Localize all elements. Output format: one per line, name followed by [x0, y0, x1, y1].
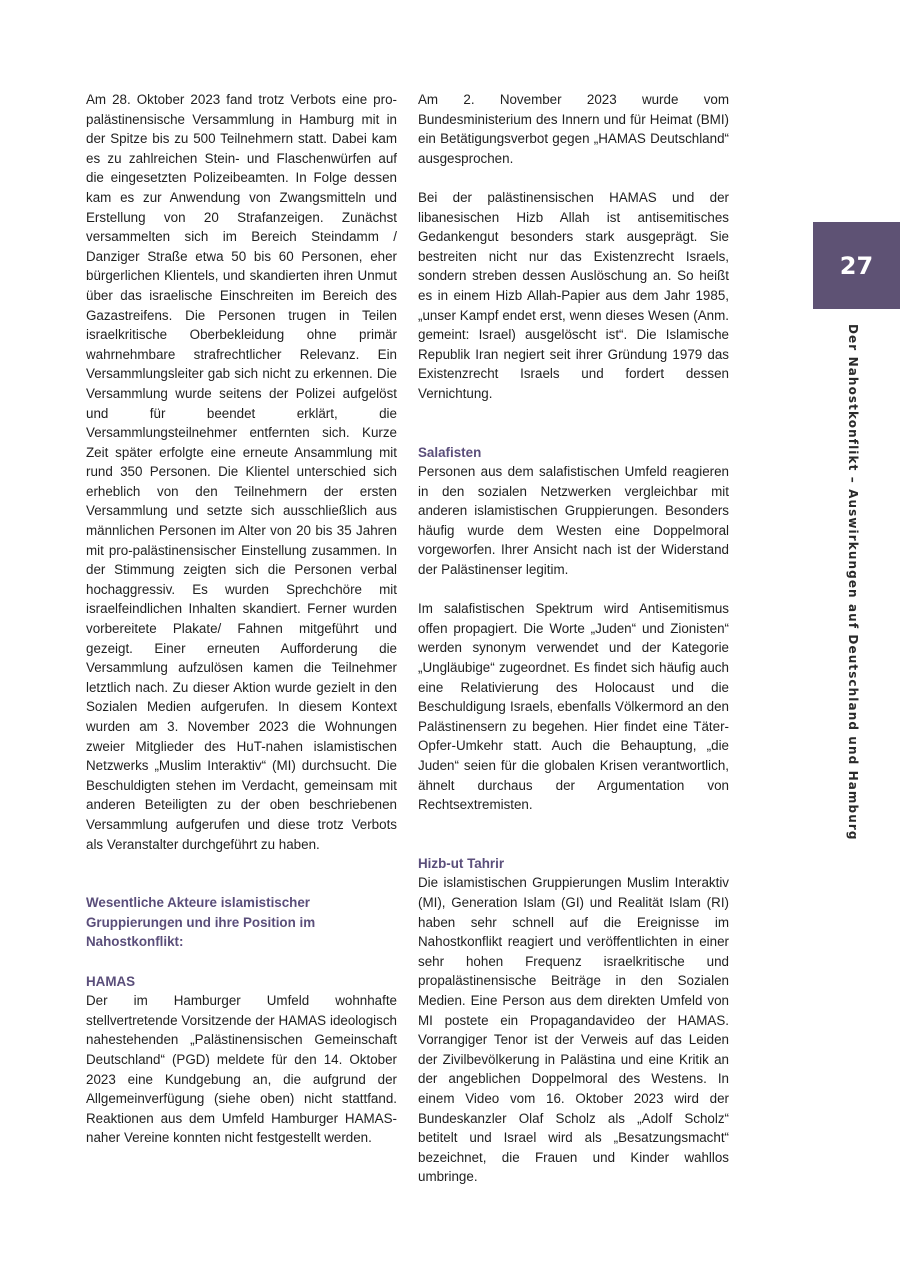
running-title: Der Nahostkonflikt – Auswirkungen auf Deutschland und Hamburg [846, 324, 860, 841]
heading-hamas: HAMAS [86, 973, 136, 989]
paragraph-salafisten-antisemitism: Im salafistischen Spektrum wird Antisemitismus offen propagiert. Die Worte „Juden“ und Zionisten“ werden synonym verwendet und der Kategorie „Ungläubige“ zugeordnet. Es findet sich häufig auch eine Relativierung des Holocaust und die Beschuldigung Israels, ebenfalls Völkermord an den Palästinensern zu begehen. Hier findet eine Täter-Opfer-Umkehr statt. Auch die Behauptung, „die Juden“ seien für die globalen Krisen verantwortlich, ähnelt durchaus der Argumentation von Rechtsextremisten. [418, 601, 729, 813]
heading-key-actors: Wesentliche Akteure islamistischer Gruppierungen und ihre Position im Nahostkonflikt: [86, 895, 316, 950]
left-column [86, 90, 397, 1148]
spacer [418, 815, 729, 854]
spacer [86, 854, 397, 893]
page-number-tab [813, 222, 900, 309]
heading-salafisten: Salafisten [418, 444, 482, 460]
right-column [418, 90, 729, 1187]
paragraph-hamas: Der im Hamburger Umfeld wohnhafte stellvertretende Vorsitzende der HAMAS ideologisch nahestehenden „Palästinensischen Gemeinschaft Deutschland“ (PGD) meldete für den 14. Oktober 2023 eine Kundgebung an, die aufgrund der Allgemeinverfügung (siehe oben) nicht stattfand. Reaktionen aus dem Umfeld Hamburger HAMAS-naher Vereine konnten nicht festgestellt werden. [86, 993, 397, 1146]
heading-hizb-ut-tahrir: Hizb-ut Tahrir [418, 855, 505, 871]
spacer [418, 404, 729, 443]
spacer [86, 952, 397, 972]
paragraph-hizb-ut-tahrir: Die islamistischen Gruppierungen Muslim Interaktiv (MI), Generation Islam (GI) und Realität Islam (RI) haben sehr schnell auf die Ereignisse im Nahostkonflikt reagiert und veröffentlichten in einer sehr hohen Frequenz israelkritische und propalästinensische Beiträge in den Sozialen Medien. Eine Person aus dem direkten Umfeld von MI postete ein Propagandavideo der HAMAS. Vorrangiger Tenor ist der Verweis auf das Leiden der Zivilbevölkerung in Palästina und eine Kritik an der angeblichen Doppelmoral des Westens. In einem Video vom 16. Oktober 2023 wird der Bundeskanzler Olaf Scholz als „Adolf Scholz“ betitelt und Israel wird als „Besatzungsmacht“ bezeichnet, die Frauen und Kinder wahllos umbringe. [418, 875, 729, 1185]
paragraph-bmi-ban: Am 2. November 2023 wurde vom Bundesministerium des Innern und für Heimat (BMI) ein Betätigungsverbot gegen „HAMAS Deutschland“ ausgesprochen. [418, 92, 729, 166]
paragraph-salafisten-reaction: Personen aus dem salafistischen Umfeld reagieren in den sozialen Netzwerken vergleichbar mit anderen islamistischen Gruppierungen. Besonders häufig wurde dem Westen eine Doppelmoral vorgeworfen. Ihrer Ansicht nach ist der Widerstand der Palästinenser legitim. [418, 464, 729, 578]
paragraph-demonstration-oct-28: Am 28. Oktober 2023 fand trotz Verbots eine pro-palästinensische Versammlung in Hamburg mit in der Spitze bis zu 500 Teilnehmern statt. Dabei kam es zu zahlreichen Stein- und Flaschenwürfen auf die eingesetzten Polizeibeamten. In Folge dessen kam es zur Anwendung von Zwangsmitteln und Erstellung von 20 Strafanzeigen. Zunächst versammelten sich im Bereich Steindamm / Danziger Straße etwa 50 bis 60 Personen, eher bürgerlichen Klientels, und skandierten ihren Unmut über das israelische Einschreiten im Bereich des Gazastreifens. Die Personen trugen in Teilen israelkritische Oberbekleidung ohne primär wahrnehmbare strafrechtlicher Relevanz. Ein Versammlungsleiter gab sich nicht zu erkennen. Die Versammlung wurde seitens der Polizei aufgelöst und für beendet erklärt, die Versammlungsteilnehmer entfernten sich. Kurze Zeit später erfolgte eine erneute Ansammlung mit rund 350 Personen. Die Klientel unterschied sich erheblich von den Teilnehmern der ersten Versammlung und setzte sich ausschließlich aus männlichen Personen im Alter von 20 bis 35 Jahren mit pro-palästinensischer Einstellung zusammen. In der Stimmung zeigten sich die Personen verbal hochaggressiv. Es wurden Sprechchöre mit israelfeindlichen Inhalten skandiert. Ferner wurden vorbereitete Plakate/ Fahnen mitgeführt und gezeigt. Einer erneuten Aufforderung die Versammlung aufzulösen kamen die Teilnehmer letztlich nach. Zu dieser Aktion wurde gezielt in den Sozialen Medien aufgerufen. In diesem Kontext wurden am 3. November 2023 die Wohnungen zweier Mitglieder des HuT-nahen islamistischen Netzwerks „Muslim Interaktiv“ (MI) durchsucht. Die Beschuldigten stehen im Verdacht, gemeinsam mit anderen Beteiligten zu der oben beschriebenen Versammlung aufgerufen und diese trotz Verbots als Veranstalter durchgeführt zu haben. [86, 92, 397, 852]
paragraph-antisemitism-hamas-hizb-allah: Bei der palästinensischen HAMAS und der libanesischen Hizb Allah ist antisemitisches Gedankengut besonders stark ausgeprägt. Sie bestreiten nicht nur das Existenzrecht Israels, sondern streben dessen Auslöschung an. So heißt es in einem Hizb Allah-Papier aus dem Jahr 1985, „unser Kampf endet erst, wenn dieses Wesen (Anm. gemeint: Israel) ausgelöscht ist“. Die Islamische Republik Iran negiert seit ihrer Gründung 1979 das Existenzrecht Israels und fordert dessen Vernichtung. [418, 189, 729, 401]
page-number: 27 [839, 251, 874, 280]
